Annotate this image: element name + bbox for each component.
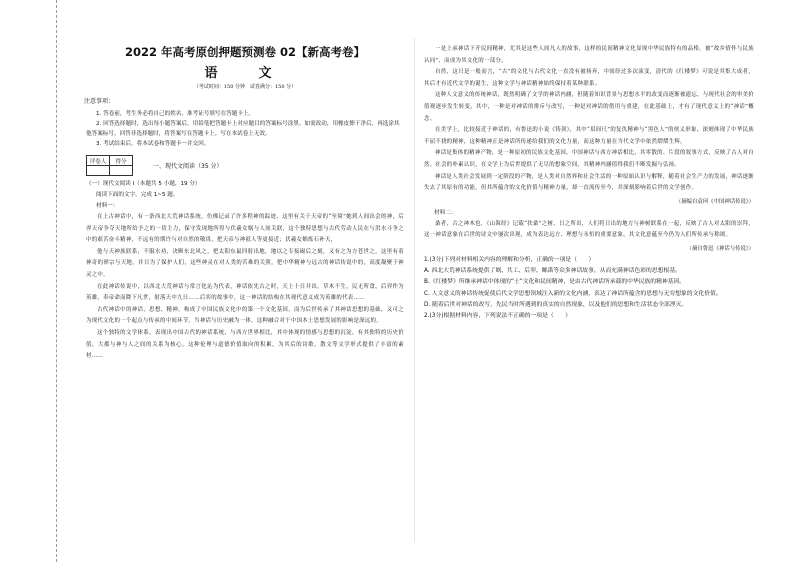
section-heading: 一、现代文阅读（35 分） <box>153 163 223 170</box>
passage-paragraph: 在此神话传说中，以西北大荒神话与常言化沁为代表，神话依先古之时，天上十日并出，草木不生，民无所食，后羿作为英雄，奉帝命而降下凡世，射落天中九日……后弈的故事中，这一神话的结构在其现代意义成为英雄的代表…… <box>86 283 404 302</box>
score-cell[interactable] <box>110 166 133 176</box>
passage-paragraph: 这种人文意义的传统神话，既然明确了文学的神话内涵，但随着知识背景与思想水平的改变而逐渐被遗忘，与现代社会的审美价值观逐步发生转变，其中，一种是对神话的排斥与改写，一种是对神话的借用与重建，在此基础上，才有了现代意义上的“神话”概念。 <box>424 92 754 122</box>
grader-label: 评卷人 <box>87 156 110 166</box>
option-b[interactable]: B.《红楼梦》所继承神话中体现的“士”文化和民间精神，是由古代神话所承载的中华民族的精神基因。 <box>424 279 686 286</box>
note-item: 3. 考试结束后，将本试卷和答题卡一并交回。 <box>96 141 210 147</box>
question-2: 2.(3分)根据材料内容，下列说法不正确的一项是（ ） <box>424 312 572 319</box>
score-label: 得分 <box>110 156 133 166</box>
score-table <box>86 155 133 176</box>
passage-paragraph: 古代神话中的神话，思想、精神，构成了中国民族文化中的第一个文化基因，而为后世传承了其神话思想的基础，又可之为现代文化的一个起点与传承的中间环节，当神话与历史融为一体，这种融合对于中国本土思想发展的影响是深远的。 <box>86 306 404 325</box>
subject-title: 语 文 <box>204 66 286 81</box>
passage-paragraph: 这个独特的文学体系，表现出中国古代的神话系统，与西方世界相比，其中体现的情感与思想的沉淀，有其独特的历史价值，大都与神与人之间的关系为核心，这种伦理与道德价值取向的积累，为其后的诗歌、散文等文学形式提供了丰富的素材…… <box>86 329 404 360</box>
column-divider <box>414 38 415 542</box>
passage-paragraph: 一是上承神话下开民间精神，尤其是这些人间凡人的故事，这样的民间精神文化显现中华民族特有的品格。被“故乡情怀与民族认同”，而成为其文化的一部分。 <box>424 46 754 64</box>
binding-margin <box>0 0 57 562</box>
left-column <box>86 40 404 363</box>
notes-title: 注意事项： <box>84 98 115 105</box>
passage-paragraph: 自然，这只是一般而言，“古”的文化与古代文化一直没有被扬弃，中间经过多次演变，清代的《红楼梦》可说是其集大成者，其后才有近代文学的诞生，这种文学与神话精神始终保持着某种联系。 <box>424 69 754 87</box>
material-label: 材料二： <box>434 209 457 216</box>
source-citation: （摘自鲁迅《神话与传说》） <box>686 245 754 252</box>
exam-title: 2022 年高考原创押题预测卷 02【新高考卷】 <box>124 45 365 59</box>
passage-paragraph: 在上古神话中，有一条西北大荒神话系统，仿佛记录了许多程神的踪迹，这里有关于天帝的“至境”她到人间出会的神，后羿天帝争夺天地所给予之的一切主力，保守发现地所得与伏羲女娲与人间关联，这个独特思想与古代劳动人民在与洪水斗争之中的艰苦奋斗精神，不远有的期许与对自然的敬畏，把天帝与神祇人等更接近；伏羲女娲炼石补天， <box>86 214 404 244</box>
score-row <box>86 155 404 176</box>
option-d[interactable]: D. 随着后世对神话的改写，先民当时所遇到的真实的自然现象，以及他们的思想和生活状态全部湮灭。 <box>424 301 688 308</box>
exam-meta: （考试时间：150 分钟 试卷满分：150 分） <box>193 84 297 90</box>
source-citation: （摘编自袁珂《中国神话传说》） <box>675 198 754 205</box>
passage-paragraph: 神话是人类社会发展到一定阶段的产物，是人类对自然界和社会生活的一种原始认识与解释，随着社会生产力的发展，神话逐渐失去了其原有的功能，但其所蕴含的文化价值与精神力量，却一直流传至今，并深刻影响着后世的文学创作。 <box>424 173 754 192</box>
option-a[interactable]: A. 西北大荒神话系统提供了娲、共工、后羿、鲧禹等众多神话故事，从而充满神话色彩的思想根基。 <box>424 268 681 275</box>
option-c[interactable]: C. 人文意义的神话传统促使后代文学思想领域注入新的文化内涵，表达了神话所蕴含的思想与无穷想象的文化价值。 <box>424 290 722 297</box>
passage-paragraph: 他与天神族联系，不服水劝，决断东北风之，把太阳东鼠四射出地，地以之专接碣后之刻，又有之为方苍世之，这里有着神奇的禅宗与天地，并日为了保护人们，这些神灵在对人类的苦难的关照，把中华精神与远古的神话传说中的，高度凝聚于神灵之中。 <box>86 248 404 278</box>
note-item: 1. 答卷前，考生务必将自己的姓名、准考证号填写在答题卡上。 <box>96 111 255 117</box>
grader-cell[interactable] <box>87 166 110 176</box>
passage-paragraph: 神话是集体的精神产物，是一种原初的民族文化基因，中国神话与西方神话相比，其零散的、片段的叙事方式，反映了古人对自然、社会的朴素认识，在文学上为后世提供了无尽的想象空间，其精神内涵值得我们不断发掘与弘扬。 <box>424 150 754 168</box>
right-column <box>424 44 754 322</box>
material-label: 材料一： <box>96 203 119 209</box>
passage-paragraph: 在美学上，比较接近于神话的，有鲁迅的小说《铸剑》，其中“眉间尺”的复仇精神与“黑色人”的侠义形象，深刻体现了中华民族不屈不挠的精神，这种精神正是神话所传递给我们的文化力量，而这种力量在当代文学中依然熠熠生辉。 <box>424 127 754 145</box>
subsection-heading: （一）现代文阅读 I（本题共 5 小题，19 分） <box>86 181 201 187</box>
question-1: 1.(3分)下列对材料相关内容的理解和分析，正确的一项是（ ） <box>424 256 595 263</box>
passage-paragraph: 桑者，古之神木也，《山海经》记载“扶桑”之树，日之所出，人们将日出的地方与神树联系在一起，反映了古人对太阳的崇拜，这一神话意象在后世的诗文中屡次出现，成为表达远方、理想与永恒的重要意象，其文化意蕴至今仍为人们所传承与称颂。 <box>424 220 754 239</box>
reading-instruction: 阅读下面的文字，完成 1~5 题。 <box>96 192 179 198</box>
note-item: 2. 回答选择题时，选出每小题答案后，用铅笔把答题卡上对应题目的答案标号涂黑。如需改动，用橡皮擦干净后，再选涂其他答案标号。回答非选择题时，将答案写在答题卡上。写在本试卷上无效。 <box>86 121 400 137</box>
